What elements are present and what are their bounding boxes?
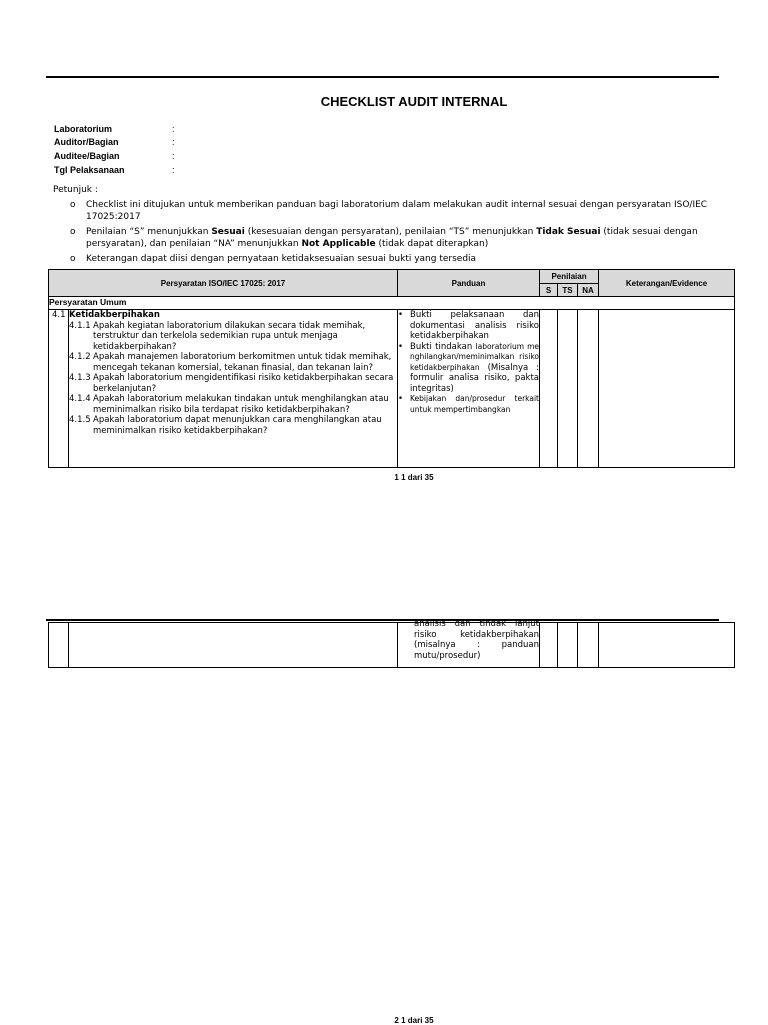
question-item: [69, 352, 395, 373]
guide-item: [398, 342, 539, 395]
section-title: Persyaratan Umum: [49, 297, 735, 310]
notes-cell[interactable]: [599, 623, 735, 668]
top-rule: [46, 76, 719, 78]
page-footer-2: 2 1 dari 35: [394, 1016, 434, 1025]
meta-colon: :: [172, 124, 175, 134]
assessment-na-cell[interactable]: [578, 623, 599, 668]
meta-auditor: [54, 135, 175, 149]
instruction-item: [68, 226, 728, 250]
meta-laboratorium: [54, 122, 175, 136]
meta-auditee: [54, 149, 175, 163]
guide-cell: [398, 310, 540, 468]
instruction-text: Checklist ini ditujukan untuk memberikan panduan bagi laboratorium dalam melakukan audit internal sesuai dengan persyaratan ISO/IEC 17025:2017: [86, 200, 708, 222]
guide-text: (Misalnya : formulir analisa risiko, pakta integritas): [410, 362, 540, 394]
header-guide: Panduan: [398, 270, 540, 297]
question-number: 4.1.5: [69, 415, 91, 425]
assessment-ts-cell[interactable]: [558, 623, 578, 668]
question-text: Apakah laboratorium melakukan tindakan untuk menghilangkan atau meminimalkan risiko bila terdapat risiko ketidakberpihakan?: [93, 394, 389, 415]
assessment-s-cell[interactable]: [540, 310, 558, 468]
meta-tanggal: [54, 163, 175, 177]
question-item: [69, 321, 395, 353]
header-requirement: Persyaratan ISO/IEC 17025: 2017: [49, 270, 398, 297]
meta-colon: :: [172, 137, 175, 147]
clause-heading: [49, 310, 397, 321]
guide-text: Kebijakan dan/prosedur terkait untuk mempertimbangkan: [410, 394, 539, 414]
assessment-s-cell[interactable]: [540, 623, 558, 668]
question-text: Apakah laboratorium dapat menunjukkan cara menghilangkan atau meminimalkan risiko ketidakberpihakan?: [93, 415, 382, 436]
header-na: NA: [578, 284, 599, 297]
header-assessment: Penilaian: [540, 270, 599, 284]
meta-label: Laboratorium: [54, 124, 113, 134]
guide-text: Bukti pelaksanaan dan dokumentasi analisis risiko ketidakberpihakan: [410, 310, 539, 341]
guide-text: laboratorium menghilangkan/meminimalkan risiko ketidakberpihakan: [410, 341, 539, 372]
question-number: 4.1.3: [69, 373, 91, 383]
guide-item-continued: [414, 619, 539, 661]
instruction-emphasis: Not Applicable: [301, 239, 376, 249]
instruction-text: Penilaian “S” menunjukkan: [86, 227, 212, 237]
requirement-cell: [49, 310, 398, 468]
instructions-list: [68, 199, 728, 268]
requirement-cell: [69, 623, 398, 668]
assessment-ts-cell[interactable]: [558, 310, 578, 468]
guide-item: [398, 310, 539, 342]
table-row: [49, 623, 735, 668]
meta-label: Auditor/Bagian: [54, 137, 119, 147]
question-text: Apakah kegiatan laboratorium dilakukan secara tidak memihak, terstruktur dan terkelola sedemikian rupa untuk menjaga ketidakberpihakan?: [93, 320, 366, 352]
header-s: S: [540, 284, 558, 297]
header-ts: TS: [558, 284, 578, 297]
table-row: [49, 310, 735, 468]
guide-item: [398, 394, 539, 415]
checklist-table: [48, 269, 735, 468]
guide-text: Bukti tindakan: [410, 341, 473, 352]
header-notes: Keterangan/Evidence: [599, 270, 735, 297]
checklist-table-continued: [48, 619, 735, 668]
instruction-text: (tidak sesuai dengan persyaratan), dan penilaian “NA” menunjukkan: [86, 227, 698, 249]
clause-number-cell: [49, 623, 69, 668]
meta-colon: :: [172, 151, 175, 161]
instruction-item: [68, 199, 728, 223]
bullet-circle-icon: o: [70, 200, 76, 210]
instruction-item: [68, 253, 728, 265]
clause-number: 4.1: [52, 310, 66, 320]
page-footer-1: 1 1 dari 35: [394, 473, 434, 482]
document-title: CHECKLIST AUDIT INTERNAL: [320, 94, 508, 109]
bullet-icon: •: [398, 341, 404, 352]
question-number: 4.1.4: [69, 394, 91, 404]
bullet-circle-icon: o: [70, 227, 76, 237]
instructions-heading: Petunjuk :: [53, 185, 98, 195]
clause-title: Ketidakberpihakan: [69, 310, 160, 320]
question-text: Apakah manajemen laboratorium berkomitmen untuk tidak memihak, mencegah tekanan komersial, tekanan finasial, dan tekanan lain?: [93, 352, 392, 373]
instruction-emphasis: Sesuai: [211, 227, 245, 237]
question-item: [69, 373, 395, 394]
bullet-circle-icon: o: [70, 254, 76, 264]
guide-text: analisis dan tindak lanjut risiko ketidakberpihakan (misalnya : panduan mutu/prosedur): [414, 619, 539, 661]
assessment-na-cell[interactable]: [578, 310, 599, 468]
bullet-icon: •: [398, 394, 404, 404]
instruction-text: Keterangan dapat diisi dengan pernyataan ketidaksesuaian sesuai bukti yang tersedia: [86, 254, 477, 264]
meta-colon: :: [172, 165, 175, 175]
instruction-text: (tidak dapat diterapkan): [375, 239, 489, 249]
question-item: [69, 394, 395, 415]
instruction-emphasis: Tidak Sesuai: [536, 227, 601, 237]
meta-label: Auditee/Bagian: [54, 151, 120, 161]
question-text: Apakah laboratorium mengidentifikasi risiko ketidakberpihakan secara berkelanjutan?: [93, 373, 394, 394]
second-page-rule: [46, 619, 719, 621]
meta-label: Tgl Pelaksanaan: [54, 165, 125, 175]
question-number: 4.1.1: [69, 320, 91, 331]
notes-cell[interactable]: [599, 310, 735, 468]
question-item: [69, 415, 395, 436]
bullet-icon: •: [398, 310, 404, 320]
instruction-text: (kesesuaian dengan persyaratan), penilaian “TS” menunjukkan: [244, 227, 537, 237]
question-number: 4.1.2: [69, 352, 91, 362]
guide-cell: [398, 619, 540, 668]
